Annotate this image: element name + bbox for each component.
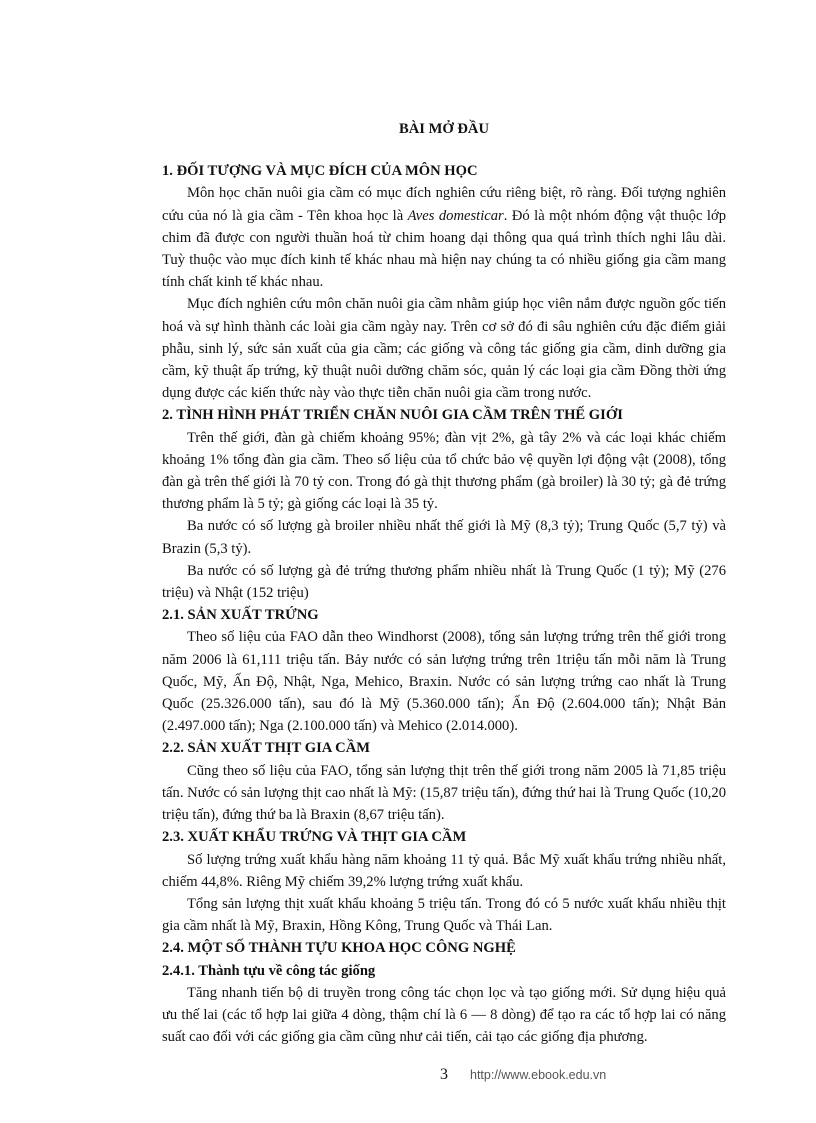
paragraph: Trên thế giới, đàn gà chiếm khoảng 95%; đàn vịt 2%, gà tây 2% và các loại khác chiếm khoảng 1% tổng đàn gia cầm. Theo số liệu của tổ chức bảo vệ quyền lợi động vật (2008), tổng đàn gà trên thế giới là 70 tỷ con. Trong đó gà thịt thương phẩm (gà broiler) là 30 tỷ; gà đẻ trứng thương phẩm là 5 tỷ; gà giống các loại là 35 tỷ. bbox=[162, 429, 726, 513]
paragraph: Số lượng trứng xuất khẩu hàng năm khoảng 11 tỷ quả. Bắc Mỹ xuất khẩu trứng nhiều nhất, chiếm 44,8%. Riêng Mỹ chiếm 39,2% lượng trứng xuất khẩu. bbox=[162, 851, 726, 890]
paragraph: Tổng sản lượng thịt xuất khẩu khoảng 5 triệu tấn. Trong đó có 5 nước xuất khẩu nhiều thịt gia cầm nhất là Mỹ, Braxin, Hồng Kông, Trung Quốc và Thái Lan. bbox=[162, 895, 726, 935]
section-heading-2-2: 2.2. SẢN XUẤT THỊT GIA CẦM bbox=[162, 740, 371, 757]
page-number: 3 bbox=[440, 1066, 448, 1083]
paragraph: Mục đích nghiên cứu môn chăn nuôi gia cầm nhằm giúp học viên nắm được nguồn gốc tiến hoá và sự hình thành các loài gia cầm ngày nay. Trên cơ sở đó đi sâu nghiên cứu đặc điểm giải phẫu, sinh lý, sức sản xuất của gia cầm; các giống và công tác giống gia cầm, dinh dưỡng gia cầm, kỹ thuật ấp trứng, kỹ thuật nuôi dưỡng chăm sóc, quản lý các loại gia cầm Đồng thời ứng dụng được các kiến thức này vào thực tiễn chăn nuôi gia cầm trong nước. bbox=[162, 296, 726, 402]
paragraph-text: Môn học chăn nuôi gia cầm có mục đích nghiên cứu riêng biệt, rõ ràng. Đối tượng nghiên cứu của nó là gia cầm - Tên khoa học là bbox=[162, 185, 726, 224]
latin-name: Aves domesticar bbox=[407, 207, 504, 224]
paragraph: Ba nước có số lượng gà đẻ trứng thương phẩm nhiều nhất là Trung Quốc (1 tỷ); Mỹ (276 triệu) và Nhật (152 triệu) bbox=[162, 562, 726, 602]
paragraph: Tăng nhanh tiến bộ di truyền trong công tác chọn lọc và tạo giống mới. Sử dụng hiệu quả ưu thế lai (các tổ hợp lai giữa 4 dòng, thậm chí là 6 — 8 dòng) để tạo ra các tổ hợp lai có năng suất cao đối với các giống gia cầm cũng như cải tiến, cải tạo các giống địa phương. bbox=[162, 984, 726, 1046]
paragraph-text: . Đó là một nhóm động vật thuộc lớp chim đã được con người thuần hoá từ chim hoang dại thông qua quá trình thích nghi lâu dài. Tuỳ thuộc vào mục đích kinh tế khác nhau mà hiện nay chúng ta có nhiều giống gia cầm mang tính chất kinh tế khác nhau. bbox=[162, 207, 726, 291]
paragraph: Cũng theo số liệu của FAO, tổng sản lượng thịt trên thế giới trong năm 2005 là 71,85 triệu tấn. Nước có sản lượng thịt cao nhất là Mỹ: (15,87 triệu tấn), đứng thứ hai là Trung Quốc (10,20 triệu tấn), đứng thứ ba là Braxin (8,67 triệu tấn). bbox=[162, 762, 726, 824]
section-heading-2-4: 2.4. MỘT SỐ THÀNH TỰU KHOA HỌC CÔNG NGHỆ bbox=[162, 940, 516, 957]
section-heading-2-1: 2.1. SẢN XUẤT TRỨNG bbox=[162, 607, 319, 624]
section-heading-2-3: 2.3. XUẤT KHẨU TRỨNG VÀ THỊT GIA CẦM bbox=[162, 829, 467, 846]
section-heading-2: 2. TÌNH HÌNH PHÁT TRIỂN CHĂN NUÔI GIA CẦM TRÊN THẾ GIỚI bbox=[162, 407, 623, 424]
page-title: BÀI MỞ ĐẦU bbox=[399, 121, 489, 137]
section-heading-1: 1. ĐỐI TƯỢNG VÀ MỤC ĐÍCH CỦA MÔN HỌC bbox=[162, 163, 478, 180]
document-body bbox=[162, 118, 726, 1048]
paragraph bbox=[162, 182, 726, 293]
paragraph: Ba nước có số lượng gà broiler nhiều nhất thế giới là Mỹ (8,3 tỷ); Trung Quốc (5,7 tỷ) và Brazin (5,3 tỷ). bbox=[162, 518, 726, 557]
section-heading-2-4-1: 2.4.1. Thành tựu về công tác giống bbox=[162, 962, 376, 979]
paragraph: Theo số liệu của FAO dẫn theo Windhorst (2008), tổng sản lượng trứng trên thế giới trong năm 2006 là 61,111 triệu tấn. Bảy nước có sản lượng trứng trên 1triệu tấn mỗi năm là Trung Quốc, Mỹ, Ấn Độ, Nhật, Nga, Mehico, Braxin. Nước có sản lượng trứng cao nhất là Trung Quốc (25.326.000 tấn), sau đó là Mỹ (5.360.000 tấn); Ấn Độ (2.604.000 tấn); Nhật Bản (2.497.000 tấn); Nga (2.100.000 tấn) và Mehico (2.014.000). bbox=[162, 629, 726, 735]
footer-url[interactable]: http://www.ebook.edu.vn bbox=[470, 1068, 607, 1082]
